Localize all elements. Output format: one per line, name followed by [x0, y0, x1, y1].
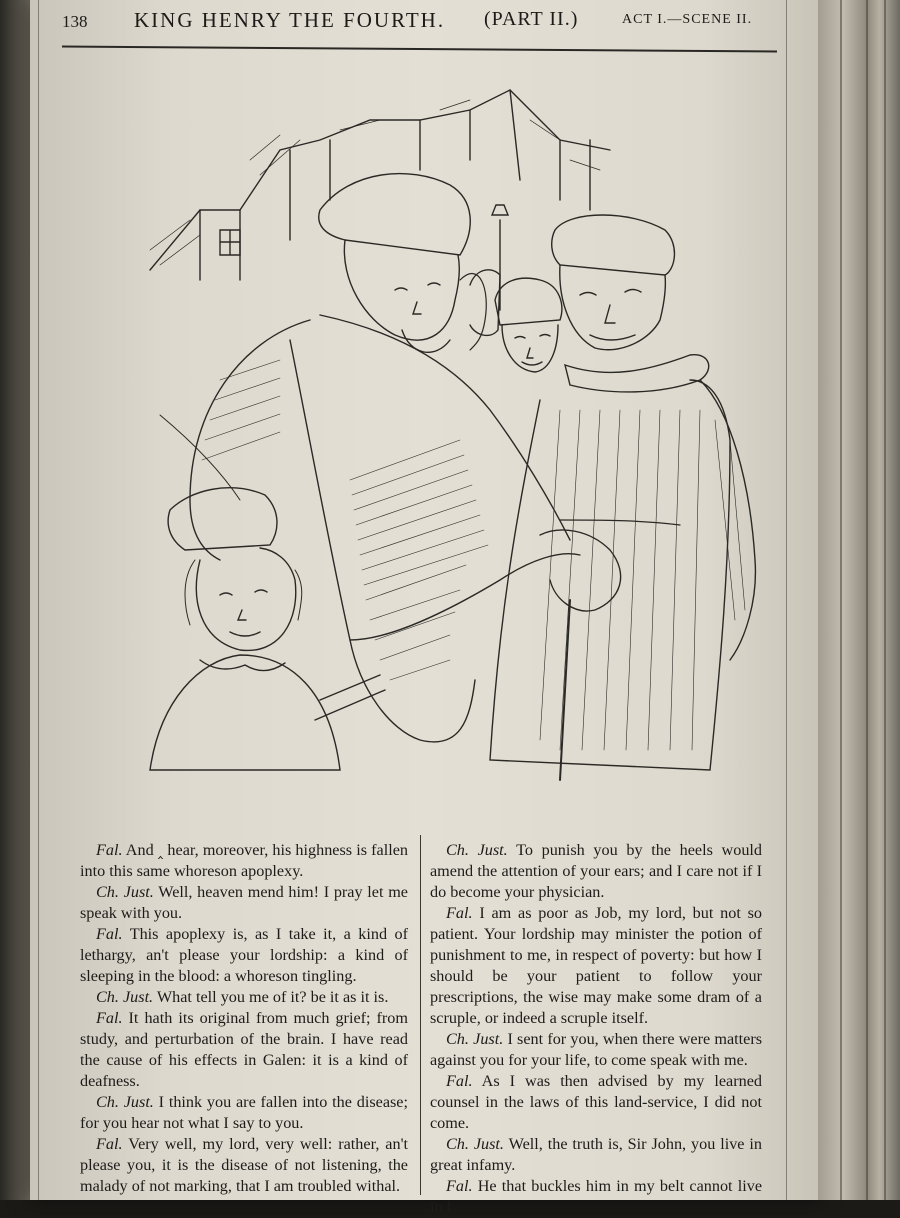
engraving-illustration — [90, 80, 770, 800]
speech-line: Ch. Just. Well, the truth is, Sir John, you live in great infamy. — [430, 1135, 762, 1174]
speech-line: Fal. I am as poor as Job, my lord, but not so patient. Your lordship may minister the potion of punishment to me, in respect of poverty: but how I should be your patient to follow your prescriptions, the wise may make some dram of a scruple, or indeed a scruple itself. — [430, 904, 762, 1027]
speech-line: Ch. Just. To punish you by the heels would amend the attention of your ears; and I care not if I do become your physician. — [430, 841, 763, 901]
speech-line: Fal. And ‸ hear, moreover, his highness is fallen into this same whoreson apoplexy. — [80, 841, 408, 880]
column-divider — [420, 835, 421, 1195]
page-number: 138 — [62, 12, 88, 31]
speech-line: Fal. Very well, my lord, very well: rather, an't please you, it is the disease of not listening, the malady of not marking, that I am troubled withal. — [80, 1135, 408, 1195]
speech-line: Ch. Just. Well, heaven mend him! I pray let me speak with you. — [80, 883, 408, 922]
running-header — [62, 8, 782, 42]
page-stack-edge — [818, 0, 900, 1200]
speech-line: Ch. Just. I sent for you, when there were matters against you for your life, to come speak with me. — [430, 1030, 763, 1069]
speech-line: Ch. Just. What tell you me of it? be it as it is. — [96, 988, 389, 1006]
text-column-left — [80, 840, 408, 1197]
speech-line: Fal. He that buckles him in my belt cannot live in l — [430, 1177, 763, 1216]
speech-line: Fal. This apoplexy is, as I take it, a kind of lethargy, an't please your lordship: a kind of sleeping in the blood: a whoreson tingling. — [80, 925, 408, 985]
speech-line: Fal. It hath its original from much grief; from study, and perturbation of the brain. I have read the cause of his effects in Galen: it is a kind of deafness. — [80, 1009, 408, 1090]
page-border-left — [38, 0, 39, 1200]
act-scene-label: ACT I.—SCENE II. — [622, 12, 753, 27]
speech-line: Fal. As I was then advised by my learned counsel in the laws of this land-service, I did not come. — [430, 1072, 763, 1132]
speech-line: Ch. Just. I think you are fallen into the disease; for you hear not what I say to you. — [80, 1093, 408, 1132]
text-column-right — [430, 840, 762, 1218]
part-label: (PART II.) — [484, 8, 579, 30]
book-title: KING HENRY THE FOURTH. — [134, 8, 446, 32]
page-border-right — [786, 0, 787, 1200]
